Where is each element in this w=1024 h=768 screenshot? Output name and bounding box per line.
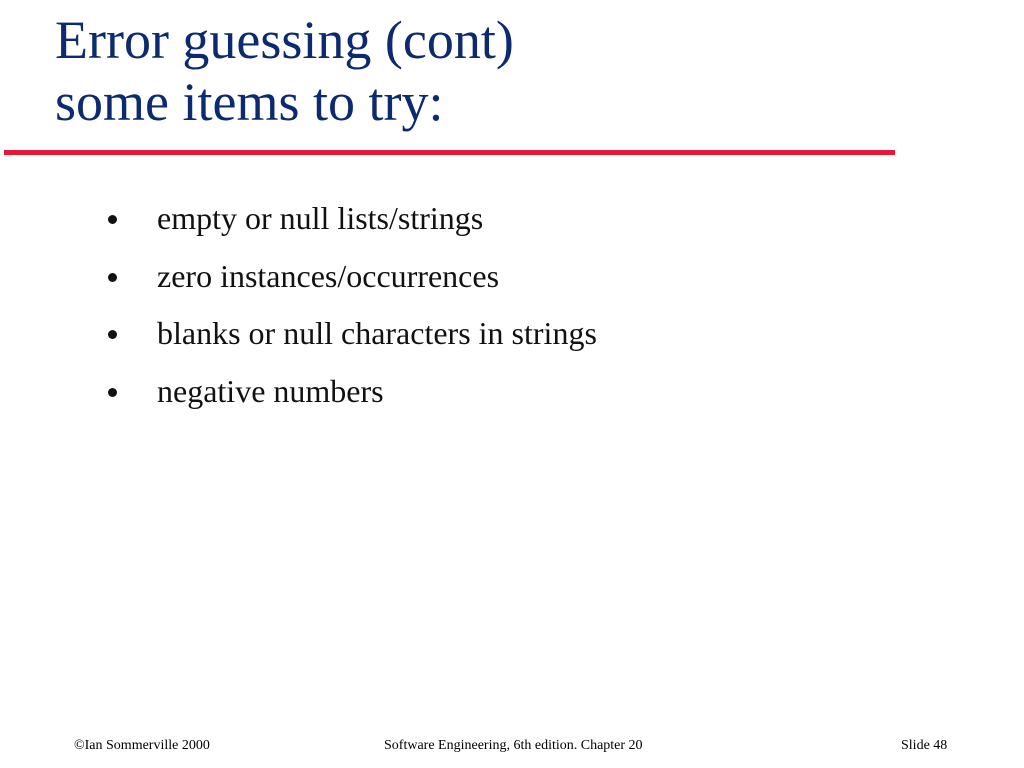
bullet-dot-icon xyxy=(108,330,117,339)
title-line-2: some items to try: xyxy=(55,72,444,132)
title-underline-divider xyxy=(4,150,895,155)
footer-slide-number: Slide 48 xyxy=(901,738,948,753)
bullet-dot-icon xyxy=(108,273,117,282)
footer-book-title: Software Engineering, 6th edition. Chapter 20 xyxy=(384,738,643,753)
slide-title xyxy=(55,9,514,133)
bullet-dot-icon xyxy=(108,388,117,397)
title-line-1: Error guessing (cont) xyxy=(55,10,514,70)
bullet-text: zero instances/occurrences xyxy=(157,257,500,294)
bullet-text: negative numbers xyxy=(157,372,384,409)
bullet-text: empty or null lists/strings xyxy=(157,200,484,236)
footer-copyright: ©Ian Sommerville 2000 xyxy=(74,738,210,753)
bullet-dot-icon xyxy=(108,215,117,224)
bullet-text: blanks or null characters in strings xyxy=(157,315,597,351)
